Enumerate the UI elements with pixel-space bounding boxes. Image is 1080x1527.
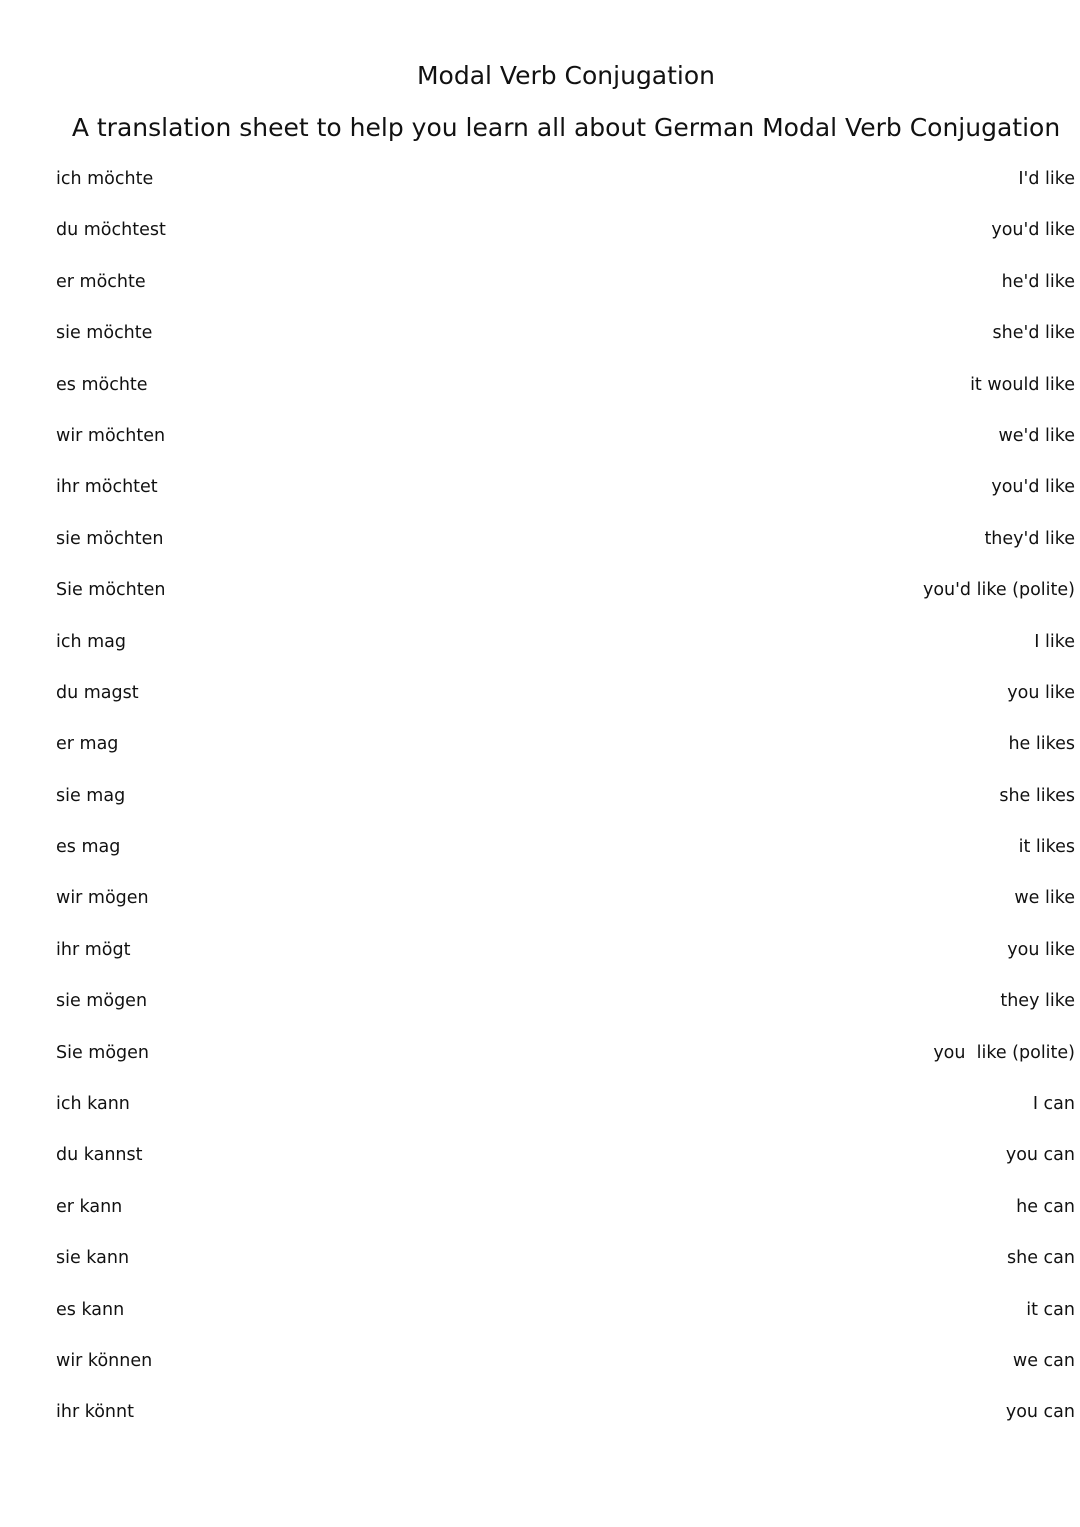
english-translation: you like <box>1007 939 1075 960</box>
list-item <box>56 1039 1075 1090</box>
german-phrase: wir können <box>56 1350 153 1371</box>
list-item <box>56 1398 1075 1449</box>
english-translation: he'd like <box>1001 271 1075 292</box>
german-phrase: er möchte <box>56 271 146 292</box>
german-phrase: ihr möchtet <box>56 477 158 498</box>
german-phrase: Sie mögen <box>56 1042 150 1063</box>
german-phrase: es kann <box>56 1299 125 1320</box>
list-item <box>56 422 1075 473</box>
german-phrase: sie möchten <box>56 528 164 549</box>
english-translation: you'd like <box>991 477 1075 498</box>
list-item <box>56 473 1075 524</box>
german-phrase: sie kann <box>56 1248 130 1269</box>
english-translation: she'd like <box>992 323 1075 344</box>
list-item <box>56 730 1075 781</box>
german-phrase: ihr mögt <box>56 939 131 960</box>
list-item <box>56 1296 1075 1347</box>
german-phrase: du magst <box>56 682 139 703</box>
english-translation: it would like <box>970 374 1075 395</box>
english-translation: they like <box>1000 991 1075 1012</box>
list-item <box>56 319 1075 370</box>
english-translation: it likes <box>1018 837 1075 858</box>
german-phrase: ich möchte <box>56 169 154 189</box>
list-item <box>56 628 1075 679</box>
list-item <box>56 1090 1075 1141</box>
english-translation: they'd like <box>984 528 1075 549</box>
list-item <box>56 679 1075 730</box>
english-translation: I can <box>1032 1094 1075 1115</box>
list-item <box>56 782 1075 833</box>
english-translation: you like <box>1007 682 1075 703</box>
list-item <box>56 576 1075 627</box>
english-translation: you can <box>1005 1145 1075 1166</box>
german-phrase: du möchtest <box>56 220 166 241</box>
english-translation: he likes <box>1008 734 1075 755</box>
list-item <box>56 936 1075 987</box>
english-translation: I like <box>1034 631 1075 652</box>
english-translation: you'd like (polite) <box>922 580 1075 601</box>
english-translation: she can <box>1007 1248 1075 1269</box>
german-phrase: ich kann <box>56 1094 130 1115</box>
english-translation: I'd like <box>1018 169 1075 189</box>
german-phrase: sie mögen <box>56 991 148 1012</box>
list-item <box>56 987 1075 1038</box>
list-item <box>56 1141 1075 1192</box>
english-translation: we can <box>1012 1350 1075 1371</box>
german-phrase: er kann <box>56 1196 123 1217</box>
list-item <box>56 884 1075 935</box>
list-item <box>56 1244 1075 1295</box>
german-phrase: sie mag <box>56 785 126 806</box>
german-phrase: es möchte <box>56 374 148 395</box>
page-title: Modal Verb Conjugation <box>416 61 716 90</box>
list-item <box>56 371 1075 422</box>
english-translation: you'd like <box>991 220 1075 241</box>
german-phrase: es mag <box>56 837 121 858</box>
german-phrase: ich mag <box>56 631 127 652</box>
list-item <box>56 216 1075 267</box>
english-translation: you can <box>1005 1402 1075 1423</box>
list-item <box>56 833 1075 884</box>
english-translation: you like (polite) <box>933 1042 1075 1063</box>
german-phrase: er mag <box>56 734 119 755</box>
german-phrase: ihr könnt <box>56 1402 134 1423</box>
list-item <box>56 1347 1075 1398</box>
english-translation: we like <box>1014 888 1075 909</box>
english-translation: we'd like <box>998 425 1075 446</box>
list-item <box>56 525 1075 576</box>
german-phrase: du kannst <box>56 1145 143 1166</box>
english-translation: he can <box>1016 1196 1075 1217</box>
page-subtitle: A translation sheet to help you learn all about German Modal Verb Conjugation <box>71 113 1061 142</box>
german-phrase: wir mögen <box>56 888 149 909</box>
translation-list <box>56 165 1075 1450</box>
english-translation: she likes <box>999 785 1075 806</box>
german-phrase: sie möchte <box>56 323 153 344</box>
german-phrase: Sie möchten <box>56 580 166 601</box>
german-phrase: wir möchten <box>56 425 166 446</box>
list-item <box>56 165 1075 216</box>
english-translation: it can <box>1026 1299 1075 1320</box>
list-item <box>56 1193 1075 1244</box>
list-item <box>56 268 1075 319</box>
